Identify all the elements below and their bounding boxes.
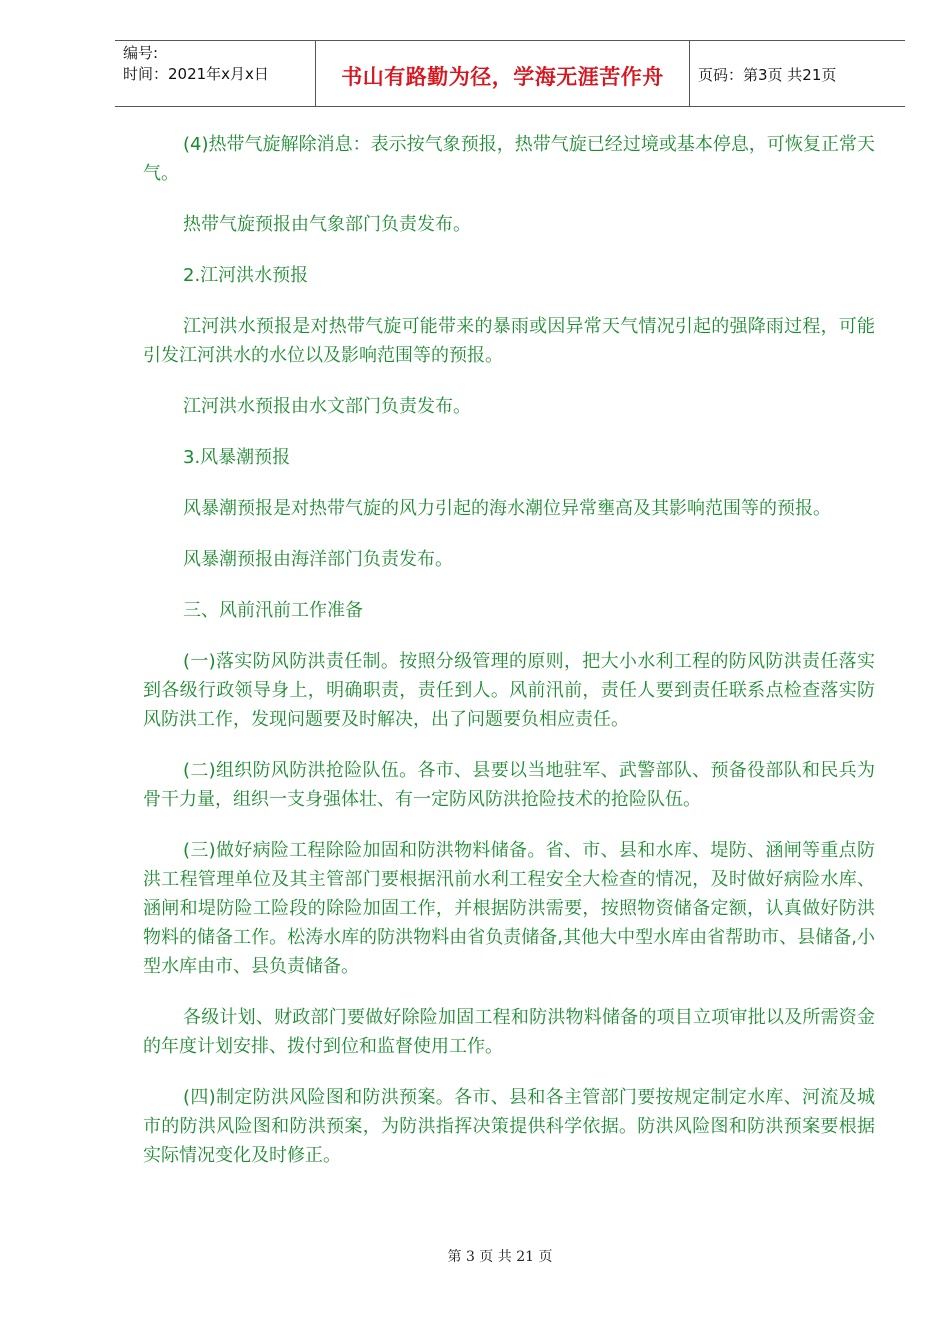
- paragraph: 热带气旋预报由气象部门负责发布。: [183, 214, 471, 235]
- paragraph: 风暴潮预报是对热带气旋的风力引起的海水潮位异常壅高及其影响范围等的预报。: [183, 498, 831, 519]
- paragraph: 江河洪水预报由水文部门负责发布。: [183, 396, 471, 417]
- page-header: [115, 40, 905, 107]
- section-heading: 三、风前汛前工作准备: [183, 600, 363, 621]
- paragraph: 各级计划、财政部门要做好除险加固工程和防洪物料储备的项目立项审批以及所需资金的年度计划安排、拨付到位和监督使用工作。: [143, 1007, 875, 1057]
- paragraph: (一)落实防风防洪责任制。按照分级管理的原则，把大小水利工程的防风防洪责任落实到各级行政领导身上，明确职责，责任到人。风前汛前，责任人要到责任联系点检查落实防风防洪工作，发现问题要及时解决，出了问题要负相应责任。: [143, 651, 875, 730]
- section-heading: 3.风暴潮预报: [183, 447, 291, 468]
- document-time-label: 时间：2021年x月x日: [123, 65, 269, 83]
- paragraph: (三)做好病险工程除险加固和防洪物料储备。省、市、县和水库、堤防、涵闸等重点防洪工程管理单位及其主管部门要根据汛前水利工程安全大检查的情况，及时做好病险水库、涵闸和堤防险工险段的除险加固工作，并根据防洪需要，按照物资储备定额，认真做好防洪物料的储备工作。松涛水库的防洪物料由省负责储备,其他大中型水库由省帮助市、县储备,小型水库由市、县负责储备。: [143, 840, 875, 977]
- document-number-label: 编号:: [123, 44, 159, 62]
- paragraph: (二)组织防风防洪抢险队伍。各市、县要以当地驻军、武警部队、预备役部队和民兵为骨干力量，组织一支身强体壮、有一定防风防洪抢险技术的抢险队伍。: [143, 760, 875, 810]
- header-meta: [115, 41, 316, 106]
- paragraph: (4)热带气旋解除消息：表示按气象预报，热带气旋已经过境或基本停息，可恢复正常天气。: [143, 134, 875, 184]
- document-body: [143, 130, 875, 1170]
- paragraph: (四)制定防洪风险图和防洪预案。各市、县和各主管部门要按规定制定水库、河流及城市的防洪风险图和防洪预案，为防洪指挥决策提供科学依据。防洪风险图和防洪预案要根据实际情况变化及时修正。: [143, 1087, 875, 1166]
- header-page-label: 页码：第3页 共21页: [698, 66, 837, 84]
- page-footer: 第 3 页 共 21 页: [447, 1249, 553, 1265]
- section-heading: 2.江河洪水预报: [183, 265, 309, 286]
- header-motto: 书山有路勤为径，学海无涯苦作舟: [316, 41, 690, 106]
- paragraph: 风暴潮预报由海洋部门负责发布。: [183, 549, 453, 570]
- paragraph: 江河洪水预报是对热带气旋可能带来的暴雨或因异常天气情况引起的强降雨过程，可能引发江河洪水的水位以及影响范围等的预报。: [143, 316, 875, 366]
